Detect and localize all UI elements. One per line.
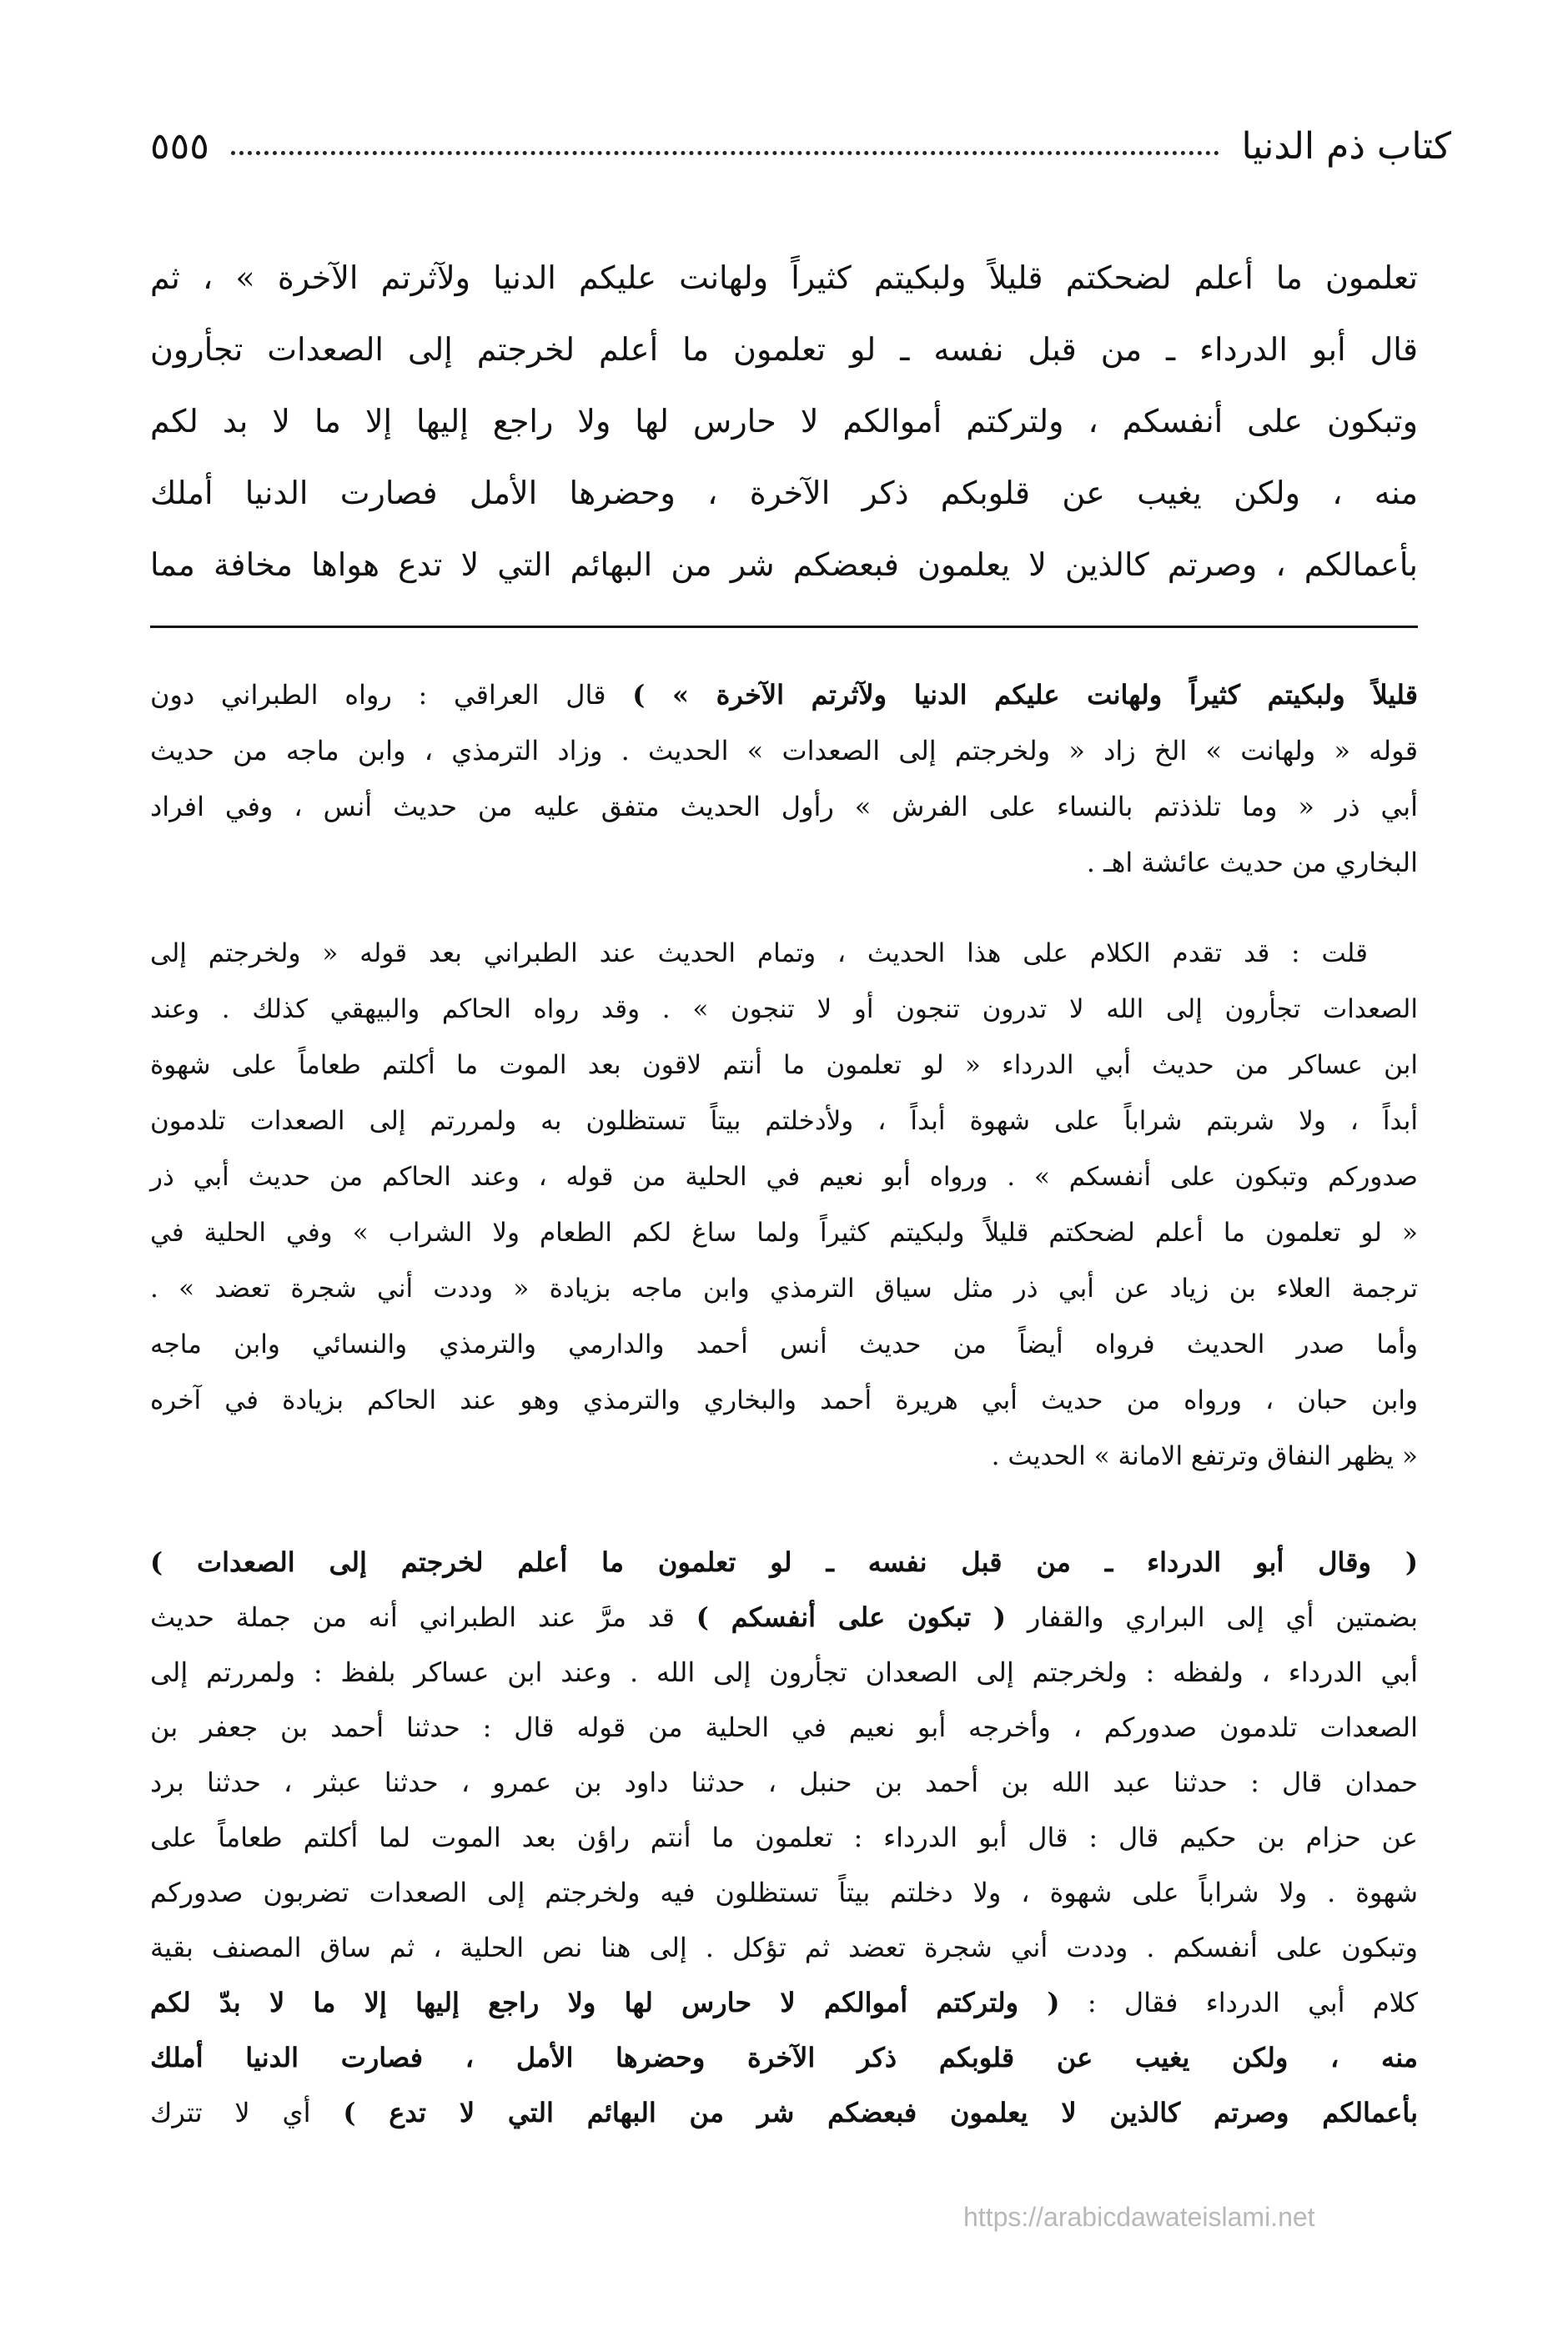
commentary-text: أي لا تترك [150, 2097, 311, 2128]
commentary-text: بضمتين أي إلى البراري والقفار [1027, 1601, 1419, 1633]
page-number: ٥٥٥ [150, 124, 209, 168]
commentary-text: كلام أبي الدرداء فقال : [1087, 1987, 1419, 2018]
commentary-line [150, 2085, 1418, 2140]
commentary-line [150, 1590, 1418, 1645]
commentary-line: ابن عساكر من حديث أبي الدرداء « لو تعلمون ما أنتم لاقون بعد الموت ما أكلتم طعاماً على شهوة [150, 1050, 1418, 1080]
main-line: تعلمون ما أعلم لضحكتم قليلاً ولبكيتم كثيراً ولهانت عليكم الدنيا ولآثرتم الآخرة » ، ثم [150, 259, 1418, 296]
site-watermark: https://arabicdawateislami.net [963, 2202, 1315, 2232]
commentary-line [150, 667, 1418, 723]
commentary-line: صدوركم وتبكون على أنفسكم » . ورواه أبو نعيم في الحلية من قوله ، وعند الحاكم من حديث أبي ذر [150, 1162, 1418, 1192]
commentary-line: وابن حبان ، ورواه من حديث أبي هريرة أحمد والبخاري والترمذي وهو عند الحاكم بزيادة في آخره [150, 1385, 1418, 1415]
footnote-separator [150, 626, 1418, 628]
commentary-line: « لو تعلمون ما أعلم لضحكتم قليلاً ولبكيتم كثيراً ولما ساغ لكم الطعام ولا الشراب » وفي الحلية في [150, 1218, 1418, 1248]
quoted-line-bold: منه ، ولكن يغيب عن قلوبكم ذكر الآخرة وحضرها الأمل ، فصارت الدنيا أملك [150, 2042, 1418, 2073]
commentary-line: قوله « ولهانت » الخ زاد « ولخرجتم إلى الصعدات » الحديث . وزاد الترمذي ، وابن ماجه من حديث [150, 735, 1418, 766]
commentary-line: شهوة . ولا شراباً على شهوة ، ولا دخلتم بيتاً تستظلون فيه ولخرجتم إلى الصعدات تضربون صدوركم [150, 1877, 1418, 1908]
commentary-paragraph-1 [150, 667, 1418, 891]
commentary-line: قلت : قد تقدم الكلام على هذا الحديث ، وتمام الحديث عند الطبراني بعد قوله « ولخرجتم إلى [150, 938, 1368, 968]
commentary-line: « يظهر النفاق وترتفع الامانة » الحديث . [991, 1441, 1418, 1471]
commentary-line: عن حزام بن حكيم قال : قال أبو الدرداء : تعلمون ما أنتم راؤن بعد الموت لما أكلتم طعاماً على [150, 1822, 1418, 1853]
commentary-text: قال العراقي : رواه الطبراني دون [150, 679, 606, 711]
main-line: وتبكون على أنفسكم ، ولتركتم أموالكم لا حارس لها ولا راجع إليها إلا ما لا بد لكم [150, 403, 1418, 440]
commentary-paragraph-3 [150, 1535, 1418, 2140]
commentary-line: ترجمة العلاء بن زياد عن أبي ذر مثل سياق الترمذي وابن ماجه بزيادة « وددت أني شجرة تعضد » . [150, 1274, 1418, 1304]
commentary-text: قد مرَّ عند الطبراني أنه من جملة حديث [150, 1601, 675, 1633]
commentary-line: وتبكون على أنفسكم . وددت أني شجرة تعضد ثم تؤكل . إلى هنا نص الحلية ، ثم ساق المصنف بقية [150, 1932, 1418, 1963]
main-line: بأعمالكم ، وصرتم كالذين لا يعلمون فبعضكم شر من البهائم التي لا تدع هواها مخافة مما [150, 546, 1418, 583]
commentary-line [150, 1975, 1418, 2030]
quoted-text-bold: ( تبكون على أنفسكم ) [696, 1601, 1007, 1633]
leader-dots [231, 151, 1220, 155]
main-text [150, 242, 1418, 601]
quoted-heading-bold: ( وقال أبو الدرداء ـ من قبل نفسه ـ لو تعلمون ما أعلم لخرجتم إلى الصعدات ) [150, 1546, 1418, 1578]
running-header [150, 117, 1451, 175]
commentary-line: البخاري من حديث عائشة اهـ . [1086, 847, 1418, 878]
commentary-line: أبي ذر « وما تلذذتم بالنساء على الفرش » رأول الحديث متفق عليه من حديث أنس ، وفي افراد [150, 791, 1418, 822]
quoted-text-bold: قليلاً ولبكيتم كثيراً ولهانت عليكم الدنيا ولآثرتم الآخرة » ) [632, 679, 1419, 711]
commentary-line: وأما صدر الحديث فرواه أيضاً من حديث أنس أحمد والدارمي والترمذي والنسائي وابن ماجه [150, 1329, 1418, 1359]
main-line: قال أبو الدرداء ـ من قبل نفسه ـ لو تعلمون ما أعلم لخرجتم إلى الصعدات تجأرون [150, 331, 1419, 368]
commentary-line: الصعدات تجأرون إلى الله لا تدرون تنجون أو لا تنجون » . وقد رواه الحاكم والبيهقي كذلك . وعند [150, 994, 1418, 1024]
commentary-line: أبداً ، ولا شربتم شراباً على شهوة أبداً ، ولأدخلتم بيتاً تستظلون به ولمررتم إلى الصعدات تلدمون [150, 1106, 1418, 1136]
commentary-paragraph-2 [150, 926, 1418, 1485]
commentary-line: حمدان قال : حدثنا عبد الله بن أحمد بن حنبل ، حدثنا داود بن عمرو ، حدثنا عبثر ، حدثنا برد [150, 1767, 1418, 1798]
quoted-text-bold: ( ولتركتم أموالكم لا حارس لها ولا راجع إليها إلا ما لا بدّ لكم [150, 1987, 1060, 2018]
commentary-line: أبي الدرداء ، ولفظه : ولخرجتم إلى الصعدان تجأرون إلى الله . وعند ابن عساكر بلفظ : ولمررتم إلى [150, 1656, 1419, 1688]
book-title: كتاب ذم الدنيا [1241, 124, 1451, 168]
main-line: منه ، ولكن يغيب عن قلوبكم ذكر الآخرة ، وحضرها الأمل فصارت الدنيا أملك [150, 475, 1418, 511]
quoted-text-bold: بأعمالكم وصرتم كالذين لا يعلمون فبعضكم شر من البهائم التي لا تدع ) [343, 2097, 1419, 2128]
commentary-line: الصعدات تلدمون صدوركم ، وأخرجه أبو نعيم في الحلية من قوله قال : حدثنا أحمد بن جعفر بن [150, 1711, 1418, 1743]
